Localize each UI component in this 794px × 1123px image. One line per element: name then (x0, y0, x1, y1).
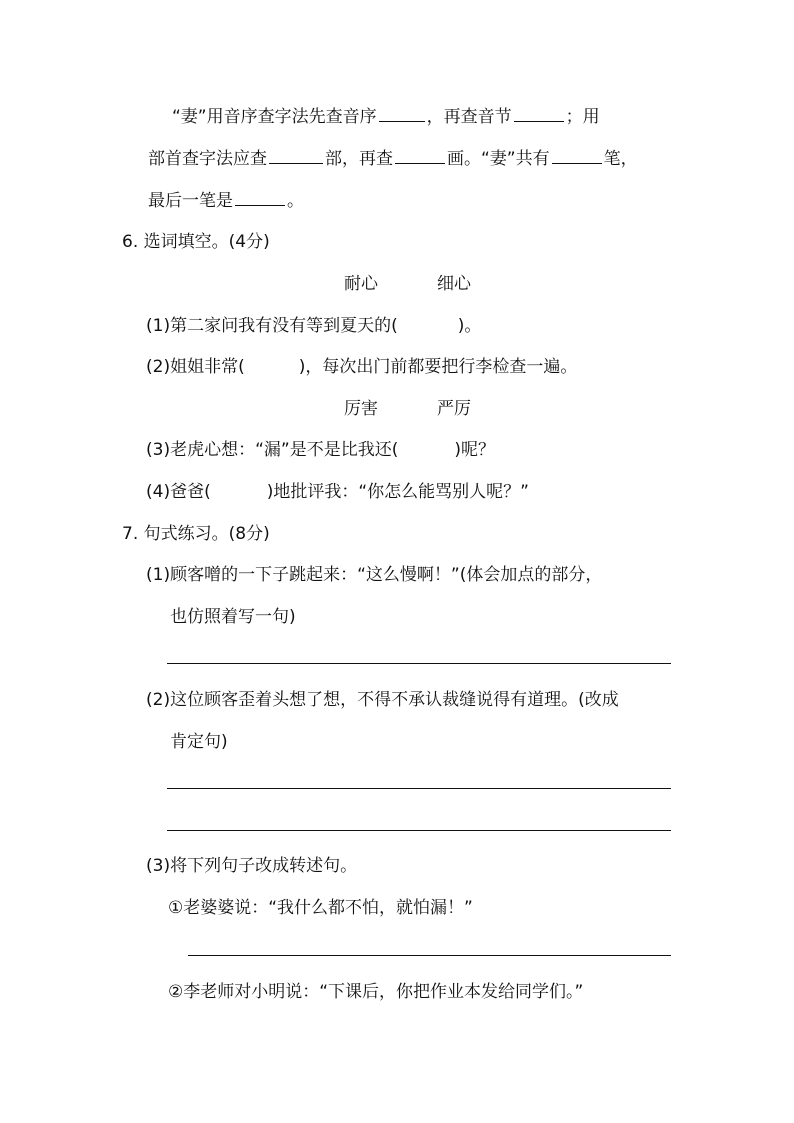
q7-s2-prompt-line-1: (2)这位顾客歪着头想了想，不得不承认裁缝说得有道理。(改成 (146, 690, 619, 710)
blank-bushou[interactable] (269, 162, 323, 164)
blank-yinjie[interactable] (514, 120, 564, 122)
q6-item-3 (146, 442, 495, 459)
q7-s2-answer-line-2[interactable] (167, 830, 671, 831)
q6-item-2-post: )，每次出门前都要把行李检查一遍。 (298, 357, 578, 377)
q5-text-yinxu: “妻”用音序查字法先查音序 (172, 107, 377, 127)
q6-item-1-pre: (1)第二家问我有没有等到夏天的( (146, 316, 398, 336)
q7-s3-prompt: (3)将下列句子改成转述句。 (146, 856, 358, 876)
q6-item-2-pre: (2)姐姐非常( (146, 357, 245, 377)
q5-text-zaicha: 部，再查 (325, 149, 393, 169)
q7-s3-answer-line-a[interactable] (188, 955, 671, 956)
q5-text-end: 。 (287, 191, 304, 211)
q6-item-4-post: )地批评我：“你怎么能骂别人呢？” (266, 482, 529, 502)
q7-s1-answer-line[interactable] (167, 663, 671, 664)
q6-item-1-post: )。 (457, 316, 482, 336)
q6-item-4-pre: (4)爸爸( (146, 482, 211, 502)
q6-word-option-2: 细心 (437, 274, 471, 294)
blank-zuihou[interactable] (235, 204, 285, 206)
q6-word-option-4: 严厉 (437, 399, 471, 419)
q6-word-option-3: 厉害 (344, 399, 378, 419)
q5-text-zuihou: 最后一笔是 (148, 191, 233, 211)
q5-text-gongyou: 画。“妻”共有 (447, 149, 550, 169)
q7-s2-prompt-line-2: 肯定句) (170, 732, 228, 752)
q7-s2-answer-line-1[interactable] (167, 788, 671, 789)
q5-text-yong: ；用 (565, 107, 600, 127)
q6-item-4 (146, 484, 529, 501)
q7-s3-item-b: ②李老师对小明说：“下课后，你把作业本发给同学们。” (168, 982, 584, 1002)
q5-text-yinjie: ，再查音节 (426, 107, 512, 127)
q5-line-3 (148, 193, 304, 210)
q7-s1-prompt-line-1: (1)顾客噌的一下子跳起来：“这么慢啊！”(体会加点的部分， (146, 565, 603, 585)
blank-bihua[interactable] (552, 162, 602, 164)
q7-s3-item-a: ①老婆婆说：“我什么都不怕，就怕漏！” (168, 898, 473, 918)
blank-yinxu[interactable] (379, 120, 425, 122)
q6-item-3-post: )呢？ (454, 440, 495, 460)
q6-item-1 (146, 318, 481, 335)
q6-word-option-1: 耐心 (344, 274, 378, 294)
blank-huashu[interactable] (395, 162, 445, 164)
q5-text-bi: 笔， (603, 149, 638, 169)
q5-line-2 (148, 151, 638, 168)
q5-line-1 (172, 109, 600, 126)
q7-heading: 7. 句式练习。(8分) (122, 524, 270, 544)
q6-item-3-pre: (3)老虎心想：“漏”是不是比我还( (146, 440, 399, 460)
q6-heading: 6. 选词填空。(4分) (122, 232, 270, 252)
q7-s1-prompt-line-2: 也仿照着写一句) (170, 607, 296, 627)
q5-text-bushou: 部首查字法应查 (148, 149, 267, 169)
q6-item-2 (146, 359, 577, 376)
